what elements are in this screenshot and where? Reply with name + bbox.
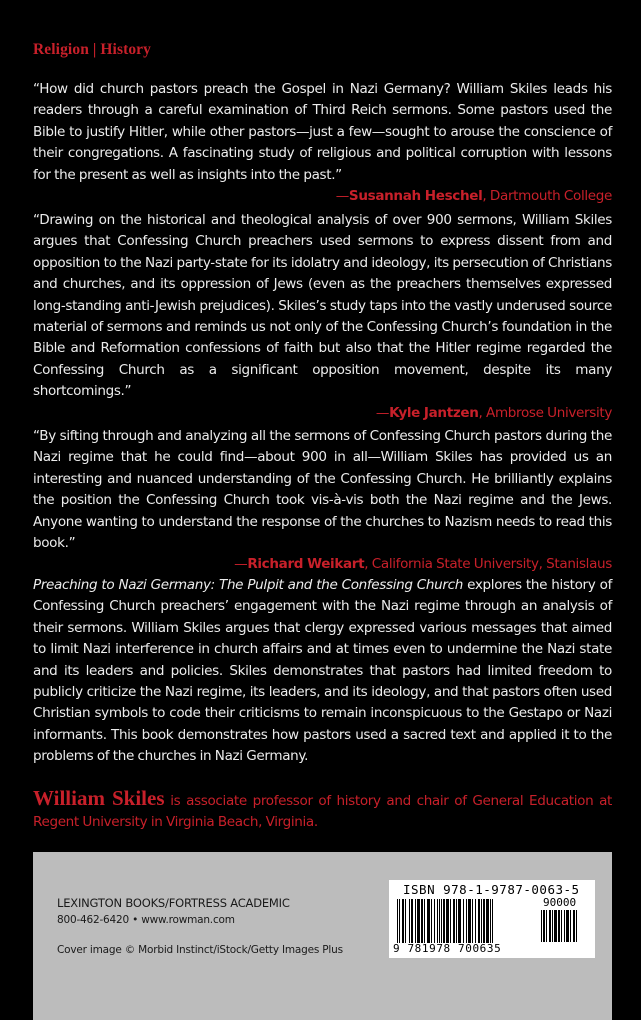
quote-author: Susannah Heschel bbox=[348, 188, 483, 205]
quote-attribution: —Richard Weikart, California State University, Stanislaus bbox=[234, 556, 612, 573]
quote-text: “How did church pastors preach the Gospel in Nazi Germany? William Skiles leads his readers through a careful examination of Third Reich sermons. Some pastors used the Bible to justify Hitler, while other pastors—just a few—sought to arouse the conscience of their congregations. A fascinating study of religious and political corruption with lessons for the present as well as insights into the past.” bbox=[33, 81, 612, 183]
publisher-panel bbox=[33, 852, 612, 1020]
quote-author: Richard Weikart bbox=[247, 556, 365, 573]
author-bio-text: is associate professor of history and chair of General Education at Regent University in Virginia Beach, Virginia. bbox=[33, 793, 612, 831]
quote-author: Kyle Jantzen bbox=[389, 404, 479, 421]
quote-attribution: —Kyle Jantzen, Ambrose University bbox=[375, 404, 612, 421]
price-code: 90000 bbox=[543, 896, 577, 909]
ean-barcode-bars bbox=[397, 899, 535, 943]
publisher-name: LEXINGTON BOOKS/FORTRESS ACADEMIC bbox=[57, 896, 290, 910]
quote-text: “Drawing on the historical and theological analysis of over 900 sermons, William Skiles argues that Confessing Church preachers used sermons to express dissent from and opposition to the Nazi party-state for its idolatry and ideology, its persecution of Christians and churches, and its oppression of Jews (even as the preachers themselves expressed long-standing anti-Jewish prejudices). Skiles’s study taps into the vastly underused source material of sermons and reminds us not only of the Confessing Church’s foundation in the Bible and Reformation confessions of faith but also that the Hitler regime regarded the Confessing Church as a significant opposition movement, despite its many shortcomings.” bbox=[33, 212, 612, 400]
author-bio bbox=[33, 788, 612, 834]
quote-text: “By sifting through and analyzing all the sermons of Confessing Church pastors during the Nazi regime that he could find—about 900 in all—William Skiles has provided us an interesting and nuanced understanding of the Confessing Church. He brilliantly explains the position the Confessing Church took vis-à-vis both the Nazi regime and the Jews. Anyone wanting to understand the response of the churches to Nazism needs to read this book.” bbox=[33, 428, 612, 552]
isbn-barcode bbox=[389, 880, 595, 958]
isbn-number: ISBN 978-1-9787-0063-5 bbox=[403, 882, 580, 897]
category-label: Religion | History bbox=[33, 41, 152, 58]
endorsement-quote-2 bbox=[33, 210, 612, 424]
book-description bbox=[33, 575, 612, 768]
endorsement-quote-3 bbox=[33, 426, 612, 576]
description-body: explores the history of Confessing Church preachers’ engagement with the Nazi regime through an analysis of their sermons. William Skiles argues that clergy expressed various messages that aimed to limit Nazi interference in church affairs and at times even to undermine the Nazi state and its leaders and policies. Skiles demonstrates that pastors had limited freedom to publicly criticize the Nazi regime, its leaders, and its ideology, and that pastors often used Christian symbols to code their criticisms to remain inconspicuous to the Gestapo or Nazi informants. This book demonstrates how pastors used a sacred text and applied it to the problems of the churches in Nazi Germany. bbox=[33, 577, 612, 765]
endorsement-quote-1 bbox=[33, 79, 612, 207]
publisher-contact: 800-462-6420 • www.rowman.com bbox=[57, 914, 235, 926]
quote-affiliation: , Dartmouth College bbox=[482, 188, 612, 205]
cover-image-credit: Cover image © Morbid Instinct/iStock/Getty Images Plus bbox=[57, 944, 343, 956]
quote-affiliation: , Ambrose University bbox=[478, 404, 612, 421]
price-barcode-bars bbox=[541, 910, 589, 942]
quote-attribution: —Susannah Heschel, Dartmouth College bbox=[335, 188, 612, 205]
book-title: Preaching to Nazi Germany: The Pulpit and the Confessing Church bbox=[33, 577, 463, 593]
barcode-digits: 9 781978 700635 bbox=[393, 942, 502, 955]
quote-affiliation: , California State University, Stanislaus bbox=[364, 556, 612, 573]
author-name: William Skiles bbox=[33, 786, 165, 810]
